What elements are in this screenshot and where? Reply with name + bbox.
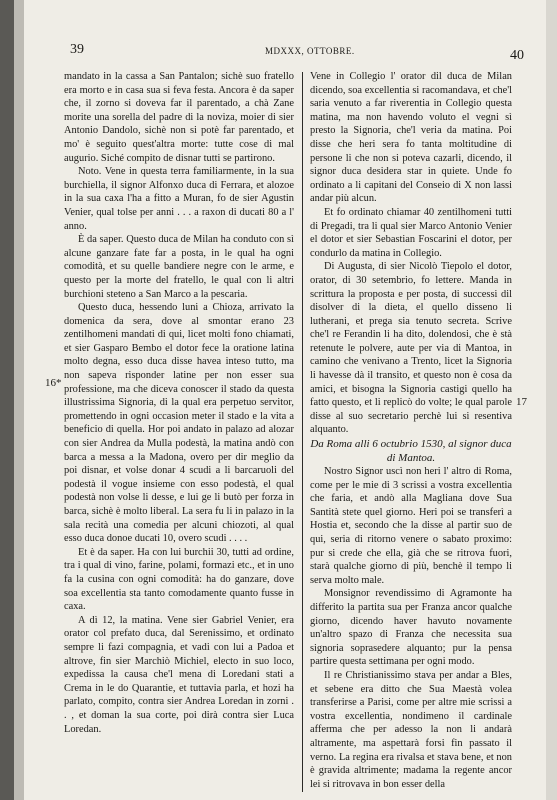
paragraph: mandato in la cassa a San Pantalon; sichè suo fratello era morto e in casa sua si feva festa. Ancora è da saper che, il zorno si doveva far il parentado, a chà Zane morite una sorella del padre di la noviza, moier di sier Antonio Dandolo, sichè non si potè far parentado, et mo' è seguito quest'altra morte: tutte cose di mal augurio. Siché compito de disnar tutti se partirono. xyxy=(64,71,294,164)
page-header xyxy=(70,42,524,63)
margin-note-left: 16* xyxy=(45,377,62,389)
column-divider xyxy=(302,72,303,792)
running-head: MDXXX, OTTOBRE. xyxy=(265,46,355,56)
page-number-right: 40 xyxy=(510,48,524,63)
paragraph: Il re Christianissimo stava per andar a Bles, et sebene era ditto che Sua Maestà volea transferirse a Parisi, come per altre mie scrissi a vostra excellentia, nondimeno il cardinale afferma che per adesso la non li andarà altramente, ma aspettarà forsi fin passato il verno. La regina era rivalsa et stava bene, et non è gravida altrimente; madama la regente ancor lei si ritrovava in bon esser della xyxy=(310,669,512,790)
paragraph: Et è da saper. Ha con lui burchii 30, tutti ad ordine, tra i qual di vino, farine, polami, formazi etc., et in uno fa la cusina con ogni comodità: ha do ganzare, dove soa excellentia sta tanto comodamente quanto fusse in caxa. xyxy=(64,546,294,613)
paragraph: Noto. Vene in questa terra familiarmente, in la sua burchiella, il signor Alfonxo duca di Ferrara, et alozoe in la sua caxa l'ha a fitto a Muran, fo de sier Agustin Venier, qual tolse per anni . . . a raxon di ducati 80 a l' anno. xyxy=(64,166,294,232)
paragraph: A dì 12, la matina. Vene sier Gabriel Venier, era orator col prefato duca, dal Serenissimo, et ordinato sempre li fazi compagnia, et vadi con lui a Padoa et altrove, fin sier Marchiò Michiel, electo in suo loco, expedissa la causa che'l mena di Loredani stati a Crema in le do Quarantie, et tuttavia parla, et hozi ha parlato, compito, contra sier Andrea Loredan in zorni . . , et doman la sua corte, poi dirà contra sier Luca Loredan. xyxy=(64,614,294,735)
paragraph: Questo duca, hessendo luni a Chioza, arrivato la domenica da sera, dove al smontar erano 23 zentilhomeni mandati di qui, licet molti fono chiamati, et sier Gasparo Bembo el dotor fece la oratione latina molto degna, esso duca disse havea inteso tutto, ma non sapeva risponder latine per non esser sua professione, ma che diceva conoscer il stado da questa illustrissima Signoria, di la qual era perpetuo servitor, promettendo in ogni occasion meter il stado e la vita a beneficio di quella. Hor poi andato in palazo ad alozar con sier Andrea da Mulla podestà, la matina andò con barca a messa a la Madona, overo per dir meglio da poi disnar, et volse donar 4 scudi a li barcaruoli del podestà il vogue insieme con esso podestà, el qual podestà non volse li desse, e lui ge li butò per forza in barca, sichè è molto liberal. La sera fu li in palazo in la sala recità una comedia per alcuni chiozoti, al qual esso duca donoe ducati 10, overo scudi . . . . xyxy=(64,302,294,545)
paragraph: Monsignor revendissimo di Agramonte ha differito la partita sua per Franza ancor qualche giorno, dicendo haver havuto novamente un'altro spazo di Franza che necessita sua signoria soprasedere alquanto; pur la pensa partire questa settimana per ogni modo. xyxy=(310,588,512,668)
paragraph: Vene in Collegio l' orator dil duca de Milan dicendo, soa excellentia si racomandava, et che'l saria venuto a far riverentia in Collegio questa matina, ma non havendo voluto el vegni sì presto la Signoria, che'l veria da matina. Poi disse che heri sera fo tanta moltitudine di persone li che non si poteva cazarli, dicendo, il signor duca desidera star in quiete. Unde fo ordinato a li capitani del Conseio di X non lassi andar più alcun. xyxy=(310,71,512,205)
letter-heading: Da Roma alli 6 octubrio 1530, al signor duca di Mantoa. xyxy=(310,438,512,465)
paragraph: Et fo ordinato chiamar 40 zentilhomeni tutti di Pregadi, tra li qual sier Marco Antonio Venier el dotor et sier Sebastian Foscarini el dotor, per condurlo da matina in Collegio. xyxy=(310,206,512,259)
margin-note-right: 17 xyxy=(516,396,527,408)
paragraph: Nostro Signor uscì non heri l' altro di Roma, come per le mie di 3 scrissi a vostra excellentia che faria, et andò alla Magliana dove Sua Santità stete quel giorno. Heri poi se transferì a Hostia et, secondo che la disse al partir suo de qui, seria di ritorno venere o sabato proximo: pur si crede che ella, già che se ritrova fuori, starà qualche giorno di più, benchè il tempo li serva molto male. xyxy=(310,466,512,586)
paragraph: Di Augusta, di sier Nicolò Tiepolo el dotor, orator, di 30 setembrio, fo lettere. Manda in scrittura la proposta e per posta, di successi dil disolver di la dieta, el quello disseno li lutherani, et prega sia tenuto secreta. Scrive che'l re Ferandin li ha dito, dolendosi, che è stà retenute le polvere, aute per via di Mantoa, in camino che venivano a Trento, licet la Signoria li havesse dà il transito, et questo non è cosa da amici, et bisogna la Signoria castigi quello ha fatto questo, et li replicò do volte; le qual parole disse al suo secretario perchè lui si resentiva alquanto. xyxy=(310,261,512,436)
book-gutter xyxy=(0,0,24,800)
gutter-edge xyxy=(14,0,24,800)
right-column xyxy=(310,70,512,791)
left-column xyxy=(64,70,294,736)
paragraph: È da saper. Questo duca de Milan ha conduto con sì alcune ganzare fate far a posta, in le qual ha ogni comodità, et su quelle bandiere negre con le arme, e questo per la morte del fratello, le qual con li altri burchioni steteno a San Marco a la pescaria. xyxy=(64,234,294,300)
page-number-left: 39 xyxy=(70,42,84,57)
